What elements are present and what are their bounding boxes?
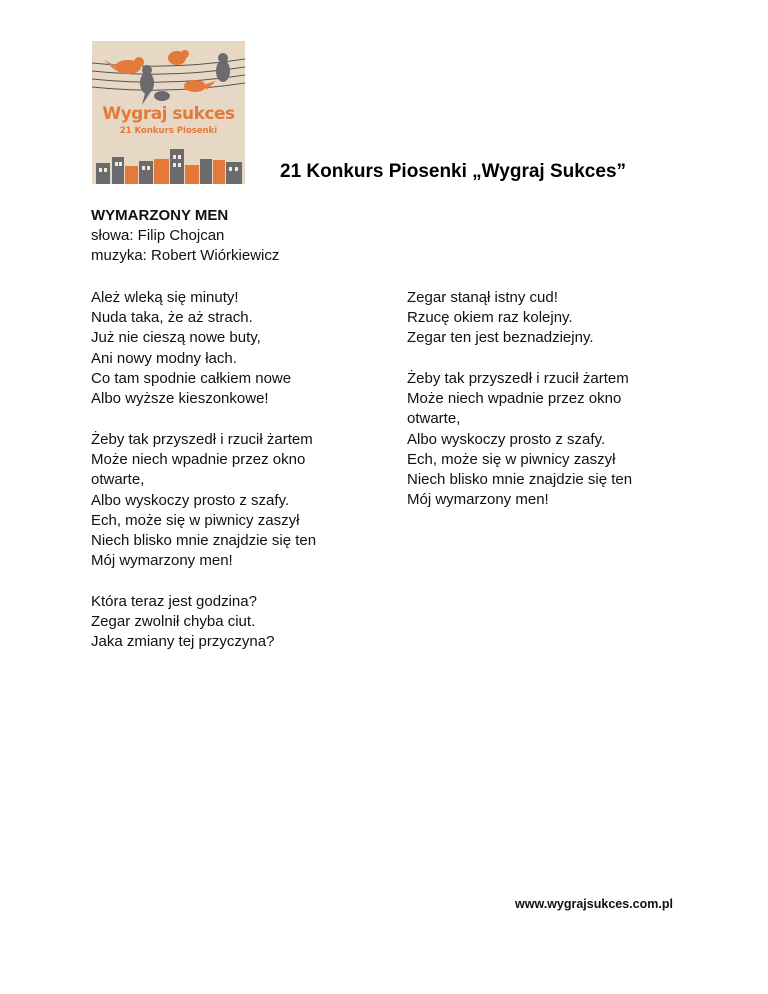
lyric-line: Mój wymarzony men! bbox=[91, 552, 233, 570]
logo-title: Wygraj sukces bbox=[102, 104, 235, 124]
lyric-line: Ależ wleką się minuty! bbox=[91, 289, 239, 306]
lyric-line: Już nie cieszą nowe buty, bbox=[91, 329, 261, 347]
lyric-line: otwarte, bbox=[407, 410, 461, 428]
lyric-line: Ech, może się w piwnicy zaszył bbox=[407, 450, 616, 468]
lyric-line: Albo wyskoczy prosto z szafy. bbox=[91, 491, 290, 509]
lyric-line: Co tam spodnie całkiem nowe bbox=[91, 369, 292, 387]
logo-subtitle: 21 Konkurs Piosenki bbox=[119, 126, 218, 136]
stanza-5-chorus bbox=[407, 369, 632, 510]
stanza-3 bbox=[91, 592, 274, 653]
music-credit: muzyka: Robert Wiórkiewicz bbox=[91, 247, 280, 264]
stanza-2-chorus bbox=[91, 430, 316, 571]
lyric-line: Mój wymarzony men! bbox=[407, 491, 549, 509]
lyric-line: Niech blisko mnie znajdzie się ten bbox=[91, 532, 317, 550]
lyric-line: Rzucę okiem raz kolejny. bbox=[407, 309, 573, 327]
page-title: 21 Konkurs Piosenki „Wygraj Sukces” bbox=[280, 161, 627, 182]
song-title: WYMARZONY MEN bbox=[91, 207, 229, 224]
lyric-line: Niech blisko mnie znajdzie się ten bbox=[407, 471, 633, 489]
footer-website-url: www.wygrajsukces.com.pl bbox=[515, 897, 673, 911]
lyric-line: Albo wyskoczy prosto z szafy. bbox=[407, 430, 606, 448]
lyric-line: Zegar zwolnił chyba ciut. bbox=[91, 613, 256, 631]
lyric-line: Żeby tak przyszedł i rzucił żartem bbox=[91, 431, 313, 448]
lyric-line: Nuda taka, że aż strach. bbox=[91, 309, 253, 327]
lyric-line: Żeby tak przyszedł i rzucił żartem bbox=[407, 370, 629, 387]
lyric-line: Może niech wpadnie przez okno bbox=[91, 451, 306, 469]
contest-logo bbox=[92, 41, 245, 184]
lyric-line: Zegar stanął istny cud! bbox=[407, 289, 558, 306]
stanza-4 bbox=[407, 288, 594, 349]
lyric-line: Może niech wpadnie przez okno bbox=[407, 390, 622, 408]
lyric-line: Albo wyższe kieszonkowe! bbox=[91, 390, 269, 408]
stanza-1 bbox=[91, 288, 291, 409]
lyric-line: Zegar ten jest beznadziejny. bbox=[407, 329, 594, 347]
lyric-line: Która teraz jest godzina? bbox=[91, 593, 257, 610]
lyrics-credit: słowa: Filip Chojcan bbox=[91, 227, 225, 244]
lyric-line: Ech, może się w piwnicy zaszył bbox=[91, 511, 300, 529]
lyric-line: Jaka zmiany tej przyczyna? bbox=[91, 633, 275, 651]
lyric-line: otwarte, bbox=[91, 471, 145, 489]
lyric-line: Ani nowy modny łach. bbox=[91, 349, 237, 367]
